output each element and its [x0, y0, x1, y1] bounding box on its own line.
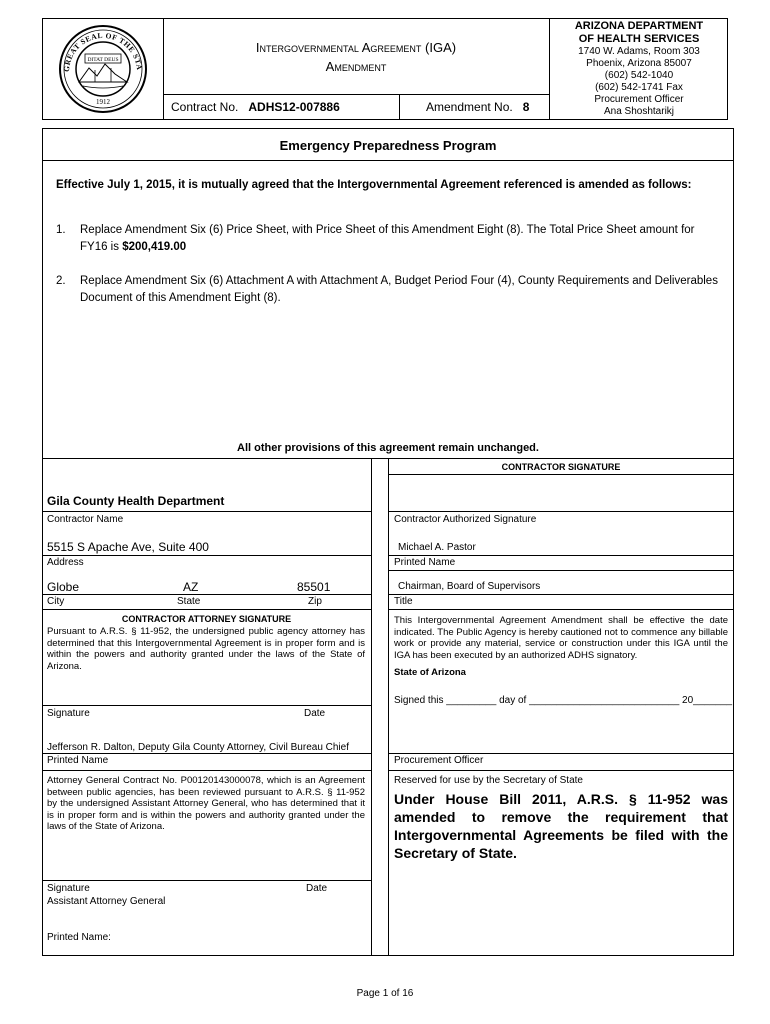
contract-label: Contract No.: [171, 100, 239, 114]
item-2-text: Replace Amendment Six (6) Attachment A with Attachment A, Budget Period Four (4), County Requirements and Deliverables Document of this Amendment Eight (8).: [80, 275, 718, 304]
ag-signature-label: Signature: [47, 883, 90, 894]
officer-title: Procurement Officer: [594, 94, 684, 105]
attorney-signature-label: Signature: [47, 708, 90, 719]
state-label: State: [177, 596, 201, 607]
printed-name-value: Michael A. Pastor: [398, 542, 476, 553]
item-2-number: 2.: [56, 275, 66, 287]
authorized-signature-label: Contractor Authorized Signature: [394, 514, 537, 525]
printed-name-label: Printed Name: [394, 557, 456, 568]
procurement-officer-label: Procurement Officer: [394, 755, 484, 766]
city-label: City: [47, 596, 65, 607]
amendment-label: Amendment No.: [426, 100, 513, 114]
state-seal: [55, 24, 151, 114]
item-1-amount: $200,419.00: [122, 241, 187, 253]
reserved-label: Reserved for use by the Secretary of State: [394, 775, 583, 786]
zip-value: 85501: [297, 580, 331, 594]
address-value: 5515 S Apache Ave, Suite 400: [47, 540, 209, 554]
item-1-text: Replace Amendment Six (6) Price Sheet, with Price Sheet of this Amendment Eight (8). The Total Price Sheet amount for FY16 is: [80, 224, 695, 253]
agreement-title: [165, 38, 547, 76]
city-value: Globe: [47, 580, 80, 594]
title-line2: Amendment: [325, 59, 387, 74]
attorney-heading: CONTRACTOR ATTORNEY SIGNATURE: [121, 614, 292, 624]
state-value: AZ: [183, 580, 199, 594]
dept-line1: ARIZONA DEPARTMENT: [574, 20, 704, 32]
house-bill-statement: Under House Bill 2011, A.R.S. § 11-952 was amended to remove the requirement that Intergovernmental Agreements be filed with the Secretary of State.: [394, 791, 728, 861]
dept-address2: Phoenix, Arizona 85007: [586, 58, 692, 69]
dept-line2: OF HEALTH SERVICES: [578, 33, 700, 45]
department-block: [551, 20, 727, 118]
officer-name: Ana Shoshtarikj: [603, 106, 675, 117]
intro-text: Effective July 1, 2015, it is mutually agreed that the Intergovernmental Agreement referenced is amended as follows:: [56, 179, 692, 191]
contractor-name-label: Contractor Name: [47, 514, 124, 525]
title-line1: Intergovernmental Agreement (IGA): [255, 40, 457, 55]
effective-text: This Intergovernmental Agreement Amendment shall be effective the date indicated. The Public Agency is hereby cautioned not to commence any billable work or provide any material, service or construction under this IGA until the IGA has been executed by an authorized ADHS signatory.: [394, 615, 728, 661]
title-label: Title: [394, 596, 413, 607]
attorney-printed-value: Jefferson R. Dalton, Deputy Gila County Attorney, Civil Bureau Chief: [47, 742, 349, 753]
contractor-name-value: Gila County Health Department: [47, 494, 225, 508]
page-number: Page 1 of 16: [356, 988, 414, 999]
contract-number: [171, 100, 340, 114]
seal-text: GREAT SEAL OF THE STA: [61, 30, 144, 73]
attorney-text: Pursuant to A.R.S. § 11-952, the undersigned public agency attorney has determined that this Intergovernmental Agreement is in proper form and is within the powers and authority granted under the laws of the State of Arizona.: [47, 626, 365, 672]
ag-title: Assistant Attorney General: [47, 896, 166, 907]
ag-text: Attorney General Contract No. P00120143000078, which is an Agreement between public agencies, has been reviewed pursuant to A.R.S. § 11-952 by the undersigned Assistant Attorney General, who has determined that it is in proper form and is within the powers and authority granted under the laws of the State of Arizona.: [47, 775, 365, 832]
zip-label: Zip: [308, 596, 322, 607]
seal-year: 1912: [96, 98, 110, 106]
dept-phone: (602) 542-1040: [604, 70, 674, 81]
address-label: Address: [47, 557, 84, 568]
item-1: [56, 222, 722, 256]
dept-address1: 1740 W. Adams, Room 303: [578, 46, 700, 57]
contract-value: ADHS12-007886: [248, 100, 340, 114]
program-title: Emergency Preparedness Program: [279, 138, 497, 153]
amendment-number: [426, 100, 529, 114]
state-of-arizona: State of Arizona: [394, 667, 466, 678]
ag-date-label: Date: [306, 883, 328, 894]
closing-statement: All other provisions of this agreement remain unchanged.: [237, 442, 539, 454]
svg-text:GREAT SEAL OF THE STATE OF ARI: [55, 24, 144, 72]
amendment-value: 8: [522, 100, 530, 114]
seal-motto: DITAT DEUS: [87, 57, 119, 63]
attorney-printed-label: Printed Name: [47, 755, 109, 766]
contractor-signature-heading: CONTRACTOR SIGNATURE: [501, 462, 621, 472]
item-1-number: 1.: [56, 224, 66, 236]
title-value: Chairman, Board of Supervisors: [398, 581, 541, 592]
signed-this-line: Signed this _________ day of ___________________________ 20_______: [394, 695, 733, 706]
ag-printed-label: Printed Name:: [47, 932, 111, 943]
dept-fax: (602) 542-1741 Fax: [595, 82, 683, 93]
attorney-date-label: Date: [304, 708, 326, 719]
item-2: [56, 273, 722, 307]
